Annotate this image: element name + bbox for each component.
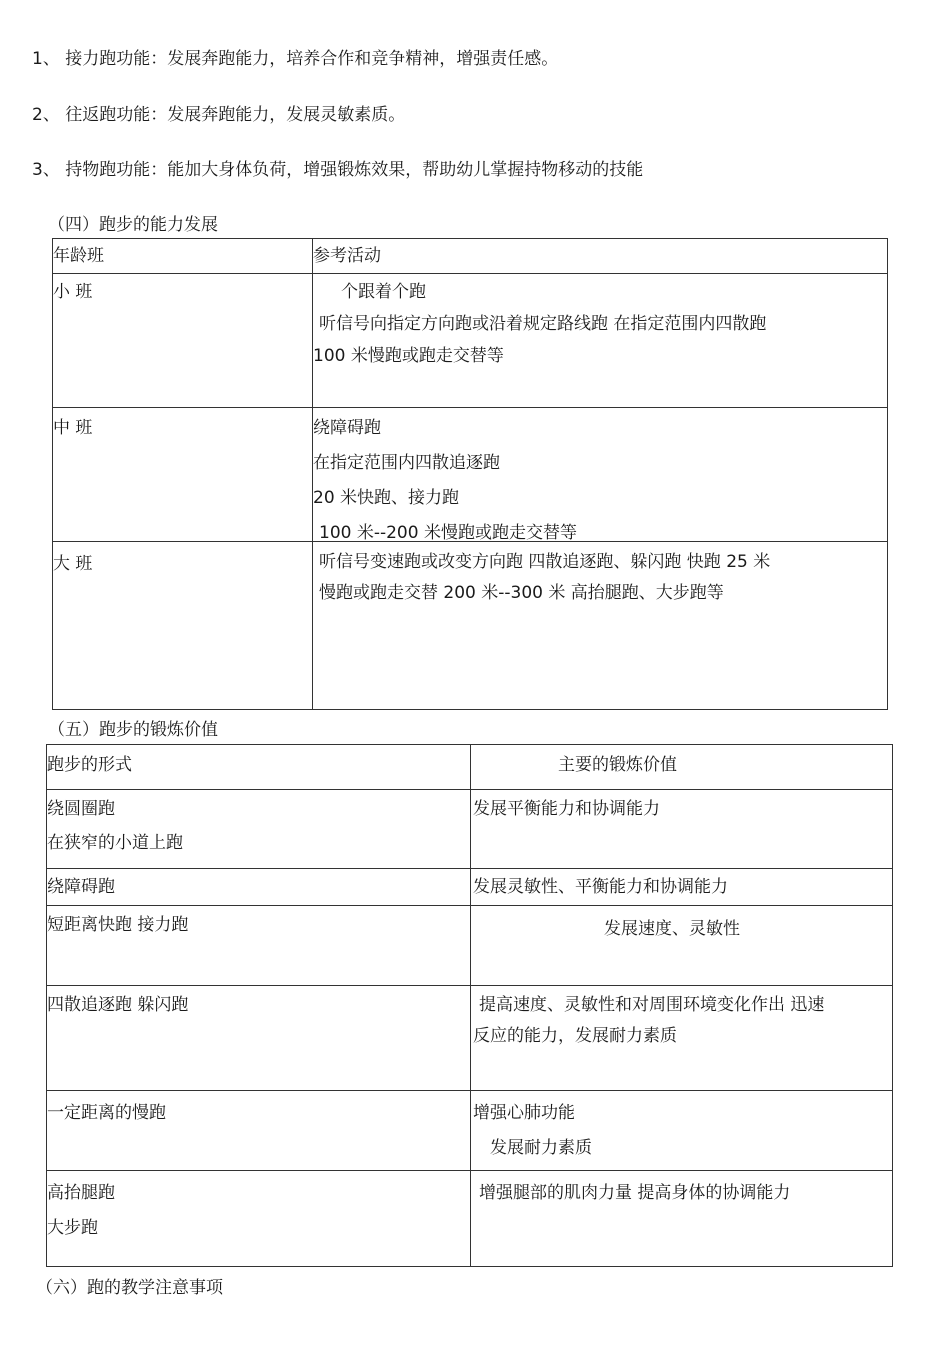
activity-large: 听信号变速跑或改变方向跑 四散追逐跑、躲闪跑 快跑 25 米 慢跑或跑走交替 200 米--300 米 高抬腿跑、大步跑等: [313, 542, 888, 710]
class-middle: 中 班: [53, 408, 313, 542]
table-row: [47, 986, 893, 1091]
form-cell: 一定距离的慢跑: [47, 1091, 471, 1171]
form-cell: 绕圆圈跑 在狭窄的小道上跑: [47, 790, 471, 869]
ability-header-activity: 参考活动: [313, 239, 888, 274]
table-row: [47, 790, 893, 869]
form-cell: 高抬腿跑 大步跑: [47, 1171, 471, 1267]
table-row: [47, 869, 893, 906]
table-row: [53, 542, 888, 710]
value-header-value: 主要的锻炼价值: [471, 745, 893, 790]
section4-heading: （四）跑步的能力发展: [48, 215, 218, 235]
section5-heading: （五）跑步的锻炼价值: [48, 720, 218, 740]
activity-small: 个跟着个跑 听信号向指定方向跑或沿着规定路线跑 在指定范围内四散跑 100 米慢跑或跑走交替等: [313, 274, 888, 408]
intro-line-1: 1、 接力跑功能：发展奔跑能力，培养合作和竞争精神，增强责任感。: [32, 49, 559, 69]
value-header-form: 跑步的形式: [47, 745, 471, 790]
ability-table: [52, 238, 888, 710]
ability-header-age: 年龄班: [53, 239, 313, 274]
exercise-value-table: [46, 744, 893, 1267]
form-cell: 四散追逐跑 躲闪跑: [47, 986, 471, 1091]
class-small: 小 班: [53, 274, 313, 408]
value-cell: 发展灵敏性、平衡能力和协调能力: [471, 869, 893, 906]
class-large: 大 班: [53, 542, 313, 710]
table-row: [53, 274, 888, 408]
form-cell: 绕障碍跑: [47, 869, 471, 906]
table-row: [47, 906, 893, 986]
activity-middle: 绕障碍跑 在指定范围内四散追逐跑 20 米快跑、接力跑 100 米--200 米慢跑或跑走交替等: [313, 408, 888, 542]
section6-heading: （六）跑的教学注意事项: [36, 1278, 223, 1298]
table-row: [53, 408, 888, 542]
intro-line-3: 3、 持物跑功能：能加大身体负荷，增强锻炼效果，帮助幼儿掌握持物移动的技能: [32, 160, 644, 180]
intro-line-2: 2、 往返跑功能：发展奔跑能力，发展灵敏素质。: [32, 105, 406, 125]
value-cell: 提高速度、灵敏性和对周围环境变化作出 迅速 反应的能力，发展耐力素质: [471, 986, 893, 1091]
value-cell: 发展平衡能力和协调能力: [471, 790, 893, 869]
form-cell: 短距离快跑 接力跑: [47, 906, 471, 986]
table-row: [47, 1171, 893, 1267]
table-row: [47, 1091, 893, 1171]
value-cell: 增强腿部的肌肉力量 提高身体的协调能力: [471, 1171, 893, 1267]
value-cell: 发展速度、灵敏性: [471, 906, 893, 986]
value-cell: 增强心肺功能 发展耐力素质: [471, 1091, 893, 1171]
